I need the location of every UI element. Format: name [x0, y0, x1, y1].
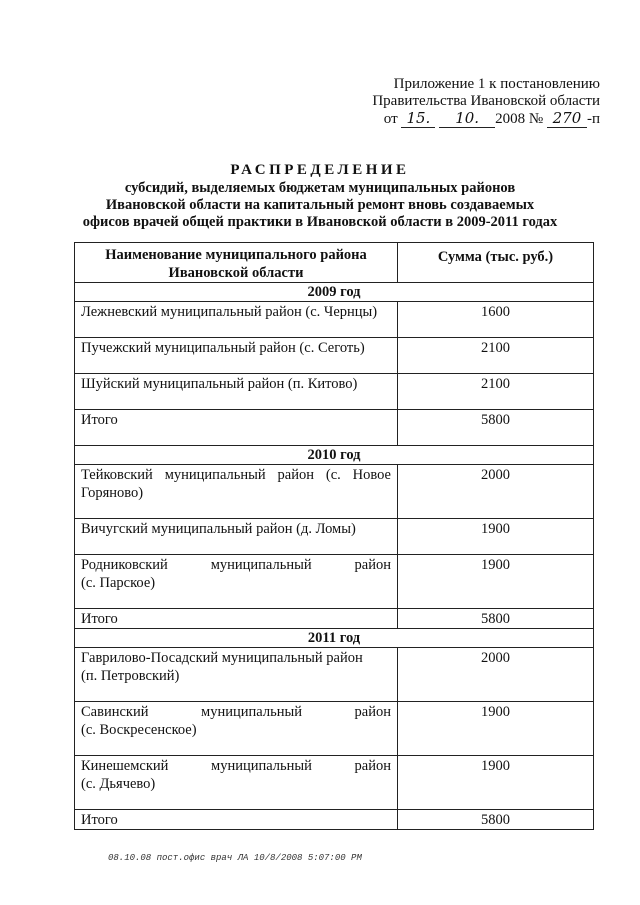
date-prefix: от [383, 111, 398, 127]
document-title [60, 160, 580, 231]
table-row [75, 702, 594, 756]
file-footer: 08.10.08 пост.офис врач ЛА 10/8/2008 5:07:00 PM [108, 853, 362, 863]
handwritten-number: 270 [547, 110, 587, 128]
distribution-table [74, 242, 594, 830]
total-row [75, 810, 594, 830]
district-name: Вичугский муниципальный район (д. Ломы) [75, 519, 398, 555]
table-row [75, 555, 594, 609]
district-name [75, 648, 398, 702]
total-row [75, 410, 594, 446]
header-amount: Сумма (тыс. руб.) [398, 243, 594, 283]
year-label: 2011 год [75, 629, 594, 648]
amount-value: 1900 [398, 519, 594, 555]
year-row [75, 283, 594, 302]
number-sign: № [528, 111, 544, 127]
total-value: 5800 [398, 609, 594, 629]
total-value: 5800 [398, 810, 594, 830]
amount-value: 2000 [398, 648, 594, 702]
district-name [75, 465, 398, 519]
district-name: Лежневский муниципальный район (с. Чернцы) [75, 302, 398, 338]
total-value: 5800 [398, 410, 594, 446]
table-row [75, 648, 594, 702]
district-name: Пучежский муниципальный район (с. Сеготь) [75, 338, 398, 374]
district-name-line-1: Савинский муниципальный район [81, 704, 391, 720]
district-name [75, 702, 398, 756]
district-name-line-1: Гаврилово-Посадский муниципальный район [81, 650, 363, 666]
amount-value: 2000 [398, 465, 594, 519]
table-row [75, 756, 594, 810]
table-row [75, 374, 594, 410]
title-line-2: Ивановской области на капитальный ремонт вновь создаваемых [105, 197, 535, 213]
district-name-line-2: Горяново) [81, 485, 144, 501]
district-name [75, 756, 398, 810]
total-label: Итого [75, 410, 398, 446]
appendix-date-line [300, 110, 600, 128]
header-name-line-2: Ивановской области [168, 265, 304, 281]
year-label: 2009 год [75, 283, 594, 302]
table-row [75, 465, 594, 519]
total-label: Итого [75, 609, 398, 629]
header-name [75, 243, 398, 283]
header-name-line-1: Наименование муниципального района [105, 247, 367, 263]
appendix-line-1: Приложение 1 к постановлению [393, 76, 600, 92]
district-name-line-2: (п. Петровский) [81, 668, 180, 684]
district-name-line-1: Родниковский муниципальный район [81, 557, 391, 573]
amount-value: 2100 [398, 338, 594, 374]
total-row [75, 609, 594, 629]
total-label: Итого [75, 810, 398, 830]
appendix-block [300, 76, 600, 128]
handwritten-month: 10. [439, 110, 495, 128]
title-line-3: офисов врачей общей практики в Ивановской области в 2009-2011 годах [82, 214, 558, 230]
table-row [75, 519, 594, 555]
table-row [75, 302, 594, 338]
title-main: РАСПРЕДЕЛЕНИЕ [230, 162, 410, 178]
district-name: Шуйский муниципальный район (п. Китово) [75, 374, 398, 410]
amount-value: 2100 [398, 374, 594, 410]
year-label: 2010 год [75, 446, 594, 465]
district-name [75, 555, 398, 609]
amount-value: 1900 [398, 555, 594, 609]
district-name-line-1: Кинешемский муниципальный район [81, 758, 391, 774]
district-name-line-2: (с. Дьячево) [81, 776, 156, 792]
appendix-line-2: Правительства Ивановской области [372, 93, 600, 109]
amount-value: 1900 [398, 756, 594, 810]
handwritten-day: 15. [401, 110, 435, 128]
district-name-line-2: (с. Парское) [81, 575, 156, 591]
district-name-line-1: Тейковский муниципальный район (с. Новое [81, 467, 391, 483]
year-row [75, 446, 594, 465]
district-name-line-2: (с. Воскресенское) [81, 722, 197, 738]
year-row [75, 629, 594, 648]
table-row [75, 338, 594, 374]
table-header-row [75, 243, 594, 283]
amount-value: 1900 [398, 702, 594, 756]
number-suffix: -п [586, 111, 600, 127]
title-line-1: субсидий, выделяемых бюджетам муниципальных районов [124, 180, 516, 196]
amount-value: 1600 [398, 302, 594, 338]
date-year: 2008 [495, 111, 526, 127]
